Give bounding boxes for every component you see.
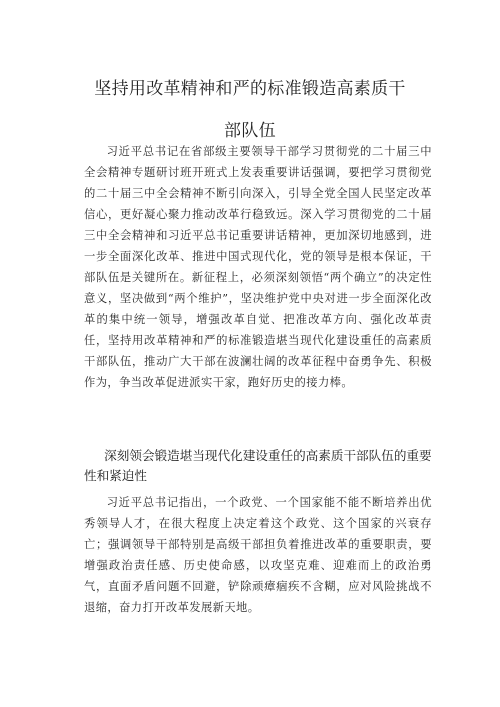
paragraph-1: 习近平总书记在省部级主要领导干部学习贯彻党的二十届三中全会精神专题研讨班开班式上发表重要讲话强调，要把学习贯彻党的二十届三中全会精神不断引向深入，引导全党全国人民坚定改革信心，更好凝心聚力推动改革行稳致远。深入学习贯彻党的二十届三中全会精神和习近平总书记重要讲话精神，更加深切地感到，进一步全面深化改革、推进中国式现代化，党的领导是根本保证，干部队伍是关键所在。新征程上，必须深刻领悟“两个确立”的决定性意义，坚决做到“两个维护”，坚决维护党中央对进一步全面深化改革的集中统一领导，增强改革自觉、把准改革方向、强化改革责任，坚持用改革精神和严的标准锻造堪当现代化建设重任的高素质干部队伍，推动广大干部在波澜壮阔的改革征程中奋勇争先、积极作为，争当改革促进派实干家，跑好历史的接力棒。 bbox=[84, 145, 432, 389]
title-line-2: 部队伍 bbox=[224, 121, 276, 141]
section-heading-1: 深刻领会锻造堪当现代化建设重任的高素质干部队伍的重要性和紧迫性 bbox=[84, 448, 432, 483]
title-line-1: 坚持用改革精神和严的标准锻造高素质干 bbox=[94, 79, 406, 99]
paragraph-2: 习近平总书记指出，一个政党、一个国家能不能不断培养出优秀领导人才，在很大程度上决定着这个政党、这个国家的兴衰存亡；强调领导干部特别是高级干部担负着推进改革的重要职责，要增强政治责任感、历史使命感，以攻坚克难、迎难而上的政治勇气，直面矛盾问题不回避，铲除顽瘴痼疾不含糊，应对风险挑战不退缩，奋力打开改革发展新天地。 bbox=[84, 496, 432, 614]
